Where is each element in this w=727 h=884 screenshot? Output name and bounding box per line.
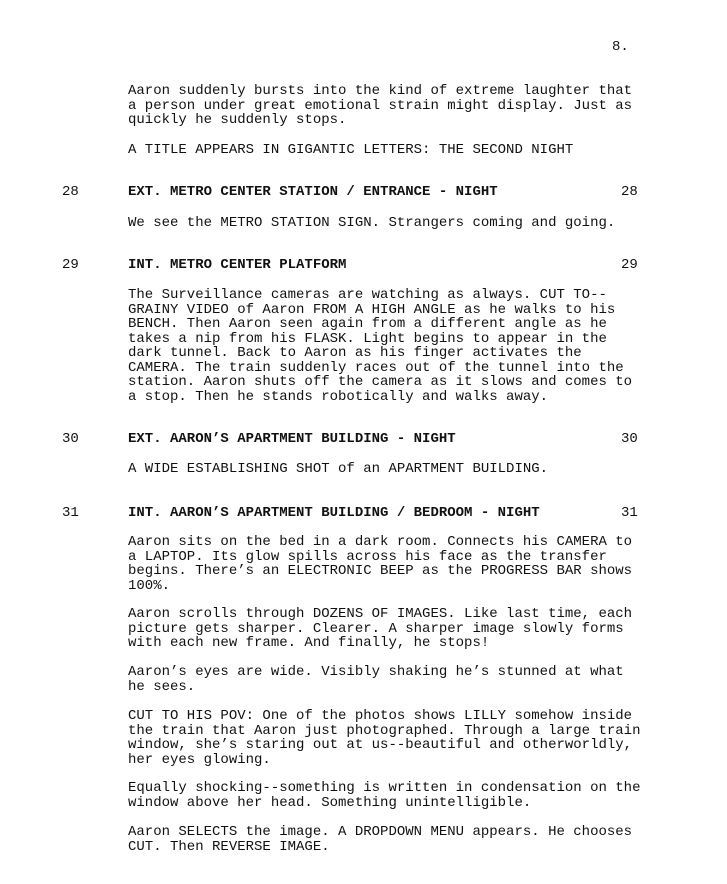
scene-slugline: EXT. AARON’S APARTMENT BUILDING - NIGHT [128,431,456,447]
scene-number-left: 31 [62,505,79,521]
action-paragraph: A TITLE APPEARS IN GIGANTIC LETTERS: THE SECOND NIGHT [128,142,574,158]
action-paragraph: We see the METRO STATION SIGN. Strangers coming and going. [128,215,616,231]
scene-heading-31 [0,506,727,522]
scene-number-right: 30 [621,431,638,447]
action-paragraph: Equally shocking--something is written in condensation on the window above her head. Something unintelligible. [128,780,641,811]
page-number: 8. [612,39,629,55]
scene-slugline: INT. METRO CENTER PLATFORM [128,257,347,273]
scene-heading-28 [0,185,727,201]
scene-number-left: 29 [62,257,79,273]
action-paragraph: Aaron SELECTS the image. A DROPDOWN MENU appears. He chooses CUT. Then REVERSE IMAGE. [128,824,633,855]
scene-number-right: 29 [621,257,638,273]
scene-number-left: 28 [62,184,79,200]
action-paragraph: Aaron scrolls through DOZENS OF IMAGES. Like last time, each picture gets sharper. Clearer. A sharper image slowly forms with each new frame. And finally, he stops! [128,606,633,651]
scene-number-right: 31 [621,505,638,521]
action-paragraph: The Surveillance cameras are watching as always. CUT TO-- GRAINY VIDEO of Aaron FROM A HIGH ANGLE as he walks to his BENCH. Then Aaron seen again from a different angle as he takes a nip from his FLASK. Light begins to appear in the dark tunnel. Back to Aaron as his finger activates the CAMERA. The train suddenly races out of the tunnel into the station. Aaron shuts off the camera as it slows and comes to a stop. Then he stands robotically and walks away. [128,287,633,405]
action-paragraph: Aaron suddenly bursts into the kind of extreme laughter that a person under great emotional strain might display. Just as quickly he suddenly stops. [128,83,633,128]
action-paragraph: A WIDE ESTABLISHING SHOT of an APARTMENT BUILDING. [128,461,549,477]
scene-heading-29 [0,258,727,274]
scene-slugline: INT. AARON’S APARTMENT BUILDING / BEDROOM - NIGHT [128,505,540,521]
scene-heading-30 [0,432,727,448]
scene-number-right: 28 [621,184,638,200]
action-paragraph: Aaron sits on the bed in a dark room. Connects his CAMERA to a LAPTOP. Its glow spills across his face as the transfer begins. There’s an ELECTRONIC BEEP as the PROGRESS BAR shows 100%. [128,534,633,594]
scene-number-left: 30 [62,431,79,447]
action-paragraph: CUT TO HIS POV: One of the photos shows LILLY somehow inside the train that Aaron just photographed. Through a large train window, she’s staring out at us--beautiful and otherworldly, her eyes glowing. [128,708,641,768]
scene-slugline: EXT. METRO CENTER STATION / ENTRANCE - NIGHT [128,184,498,200]
action-paragraph: Aaron’s eyes are wide. Visibly shaking he’s stunned at what he sees. [128,664,624,695]
